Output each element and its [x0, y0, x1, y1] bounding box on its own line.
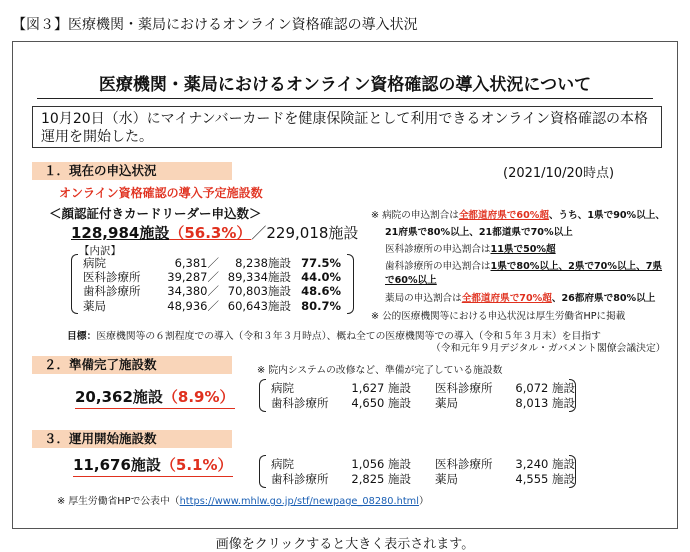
slide-image[interactable]: [12, 41, 678, 529]
note-mhlw: ※ 公的医療機関等における申込状況は厚生労働省HPに掲載: [371, 311, 626, 322]
breakdown-row-dental: 歯科診療所 34,380／ 70,803施設 48.6%: [83, 284, 341, 299]
section2-total: 20,362施設（8.9%）: [75, 386, 235, 409]
breakdown-table: [83, 256, 341, 313]
slide-title: 医療機関・薬局におけるオンライン資格確認の導入状況について: [98, 75, 592, 95]
note-pharmacy: 薬局の申込割合は全都道府県で70%超、26都府県で80%以上: [385, 293, 656, 304]
section2-table: [271, 381, 575, 410]
section1-sub-heading: ＜顔認証付きカードリーダー申込数＞: [49, 206, 262, 221]
breakdown-row-pharmacy: 薬局 48,936／ 60,643施設 80.7%: [83, 298, 341, 313]
section3-table: [271, 457, 575, 486]
breakdown-label: 【内訳】: [79, 245, 121, 257]
note-hospital-line1: ※ 病院の申込割合は全都道府県で60%超、うち、1県で90%以上、: [371, 210, 665, 221]
breakdown-row-medical: 医科診療所 39,287／ 89,334施設 44.0%: [83, 270, 341, 285]
breakdown-row-hospital: 病院 6,381／ 8,238施設 77.5%: [83, 256, 341, 270]
title-divider: [37, 98, 653, 99]
section1-red-heading: オンライン資格確認の導入予定施設数: [59, 186, 263, 200]
note-dental-line2: で60%以上: [385, 275, 437, 286]
figure-caption: 【図３】医療機関・薬局におけるオンライン資格確認の導入状況: [12, 17, 418, 33]
goal-source: （令和元年９月デジタル・ガバメント閣僚会議決定）: [431, 343, 666, 354]
breakdown-bracket-left: [71, 254, 78, 314]
section2-row: 歯科診療所 4,650 施設 薬局 8,013 施設: [271, 395, 575, 410]
intro-text: 10月20日（水）にマイナンバーカードを健康保険証として利用できるオンライン資格確認の本格運用を開始した。: [41, 111, 648, 145]
total-pct: （56.3%）: [169, 224, 252, 242]
total-denominator: ／229,018施設: [251, 224, 359, 242]
section2-note: ※ 院内システムの改修など、準備が完了している施設数: [257, 365, 503, 376]
section2-label: ２．準備完了施設数: [32, 356, 232, 374]
section1-label: １．現在の申込状況: [32, 162, 232, 180]
section3-row: 歯科診療所 2,825 施設 薬局 4,555 施設: [271, 471, 575, 486]
note-hospital-line2: 21府県で80%以上、21都道県で70%以上: [385, 227, 573, 238]
total-applications: [71, 222, 358, 243]
goal-line: 目標：医療機関等の６割程度での導入（令和３年３月時点）、概ね全ての医療機関等での導入（令和５年３月末）を目指す: [67, 331, 601, 342]
total-count: 128,984施設: [71, 224, 170, 242]
section3-row: 病院 1,056 施設 医科診療所 3,240 施設: [271, 457, 575, 471]
breakdown-bracket-right: [347, 254, 354, 314]
enlarge-caption: 画像をクリックすると大きく表示されます。: [215, 537, 475, 552]
section3-label: ３．運用開始施設数: [32, 430, 232, 448]
section3-bracket-left: [259, 455, 266, 488]
mhlw-link[interactable]: https://www.mhlw.go.jp/stf/newpage_08280.html: [179, 496, 419, 507]
footnote: ※ 厚生労働省HPで公表中（https://www.mhlw.go.jp/stf/newpage_08280.html）: [57, 496, 429, 507]
section2-bracket-left: [259, 379, 266, 412]
note-dental-line1: 歯科診療所の申込割合は1県で80%以上、2県で70%以上、7県: [385, 261, 663, 272]
as-of-date: (2021/10/20時点): [503, 166, 615, 181]
section3-total: 11,676施設（5.1%）: [73, 454, 233, 477]
section2-row: 病院 1,627 施設 医科診療所 6,072 施設: [271, 381, 575, 395]
note-medical: 医科診療所の申込割合は11県で50%超: [385, 244, 556, 255]
intro-box: [32, 106, 662, 148]
